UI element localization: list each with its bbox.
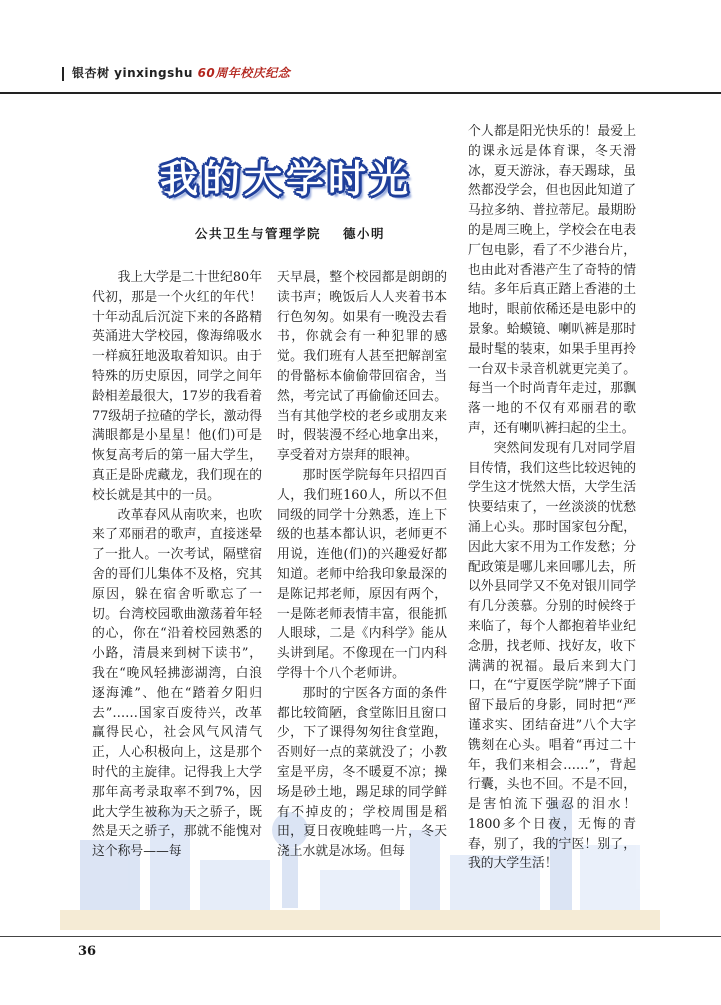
text-column-3 [468,122,636,874]
author-name: 德小明 [343,226,386,241]
paragraph: 那时的宁医各方面的条件都比较简陋，食堂陈旧且窗口少，下了课得匆匆往食堂跑，否则好一点的菜就没了；小教室是平房，冬不暖夏不凉；操场是砂土地，踢足球的同学鲜有不掉皮的；学校周围是稻田，夏日夜晚蛙鸣一片，冬天浇上水就是冰场。但每 [277,685,447,860]
footer-rule [0,936,721,937]
header-edition: 60周年校庆纪念 [197,66,291,80]
header-rule [0,92,721,94]
text-column-1 [92,268,262,862]
paragraph: 我上大学是二十世纪80年代初，那是一个火红的年代！十年动乱后沉淀下来的各路精英涌进大学校园，像海绵吸水一样疯狂地汲取着知识。由于特殊的历史原因，同学之间年龄相差最很大，17岁的我看着77级胡子拉碴的学长，激动得满眼都是小星星！他(们)可是恢复高考后的第一届大学生，真正是卧虎藏龙，我们现在的校长就是其中的一员。 [92,270,262,503]
header-magazine-name: 银杏树 yinxingshu [72,66,193,80]
paragraph: 个人都是阳光快乐的！最爱上的课永远是体育课，冬天滑冰，夏天游泳，春天踢球，虽然都没学会，但也因此知道了马拉多纳、普拉蒂尼。最期盼的是周三晚上，学校会在电表厂包电影，看了不少港台片，也由此对香港产生了奇特的情结。多年后真正踏上香港的土地时，眼前依稀还是电影中的景象。蛤蟆镜、喇叭裤是那时最时髦的装束，如果手里再拎一台双卡录音机就更完美了。每当一个时尚青年走过，那飘落一地的不仅有邓丽君的歌声，还有喇叭裤扫起的尘土。 [468,124,636,436]
paragraph: 突然间发现有几对同学眉目传情，我们这些比较迟钝的学生这才恍然大悟，大学生活快要结束了，一丝淡淡的忧愁涌上心头。那时国家包分配，因此大家不用为工作发愁；分配政策是哪儿来回哪儿去，所以外县同学又不免对银川同学有几分羡慕。分别的时候终于来临了，每个人都抱着毕业纪念册，找老师、找好友，收下满满的祝福。最后来到大门口，在“宁夏医学院”牌子下面留下最后的身影，同时把“严谨求实、团结奋进”八个大字镌刻在心头。唱着“再过二十年，我们来相会……”，背起行囊，头也不回。不是不回，是害怕流下强忍的泪水！1800多个日夜，无悔的青春，别了，我的宁医！别了，我的大学生活！ [468,440,636,872]
article-title: 我的大学时光 [160,157,413,201]
text-column-2 [277,268,447,862]
article-byline [195,224,385,242]
paragraph: 改革春风从南吹来，也吹来了邓丽君的歌声，直接迷晕了一批人。一次考试，隔壁宿舍的哥们儿集体不及格，究其原因，躲在宿舍听歌忘了一切。台湾校园歌曲激荡着年轻的心，你在“沿着校园熟悉的小路，清晨来到树下读书”，我在“晚风轻拂澎湖湾，白浪逐海滩”、他在“踏着夕阳归去”……国家百废待兴，改革赢得民心，社会风气风清气正，人心积极向上，这是那个时代的主旋律。记得我上大学那年高考录取率不到7%，因此大学生被称为天之骄子，既然是天之骄子，那就不能愧对这个称号——每 [92,507,262,860]
paragraph: 天早晨，整个校园都是朗朗的读书声；晚饭后人人夹着书本行色匆匆。如果有一晚没去看书，你就会有一种犯罪的感觉。我们班有人甚至把解剖室的骨骼标本偷偷带回宿舍，当然，考完试了再偷偷还回去。当有其他学校的老乡或朋友来时，假装漫不经心地拿出来，享受着对方崇拜的眼神。 [277,270,447,464]
author-affiliation: 公共卫生与管理学院 [195,226,322,241]
page-number: 36 [78,944,97,959]
paragraph: 那时医学院每年只招四百人，我们班160人，所以不但同级的同学十分熟悉，连上下级的也基本都认识，老师更不用说，连他(们)的兴趣爱好都知道。老师中给我印象最深的是陈记邦老师，原因有两个，一是陈老师表情丰富，很能抓人眼球，二是《内科学》能从头讲到尾。不像现在一门内科学得十个八个老师讲。 [277,467,447,681]
running-header [62,64,290,81]
header-mark [62,67,64,81]
